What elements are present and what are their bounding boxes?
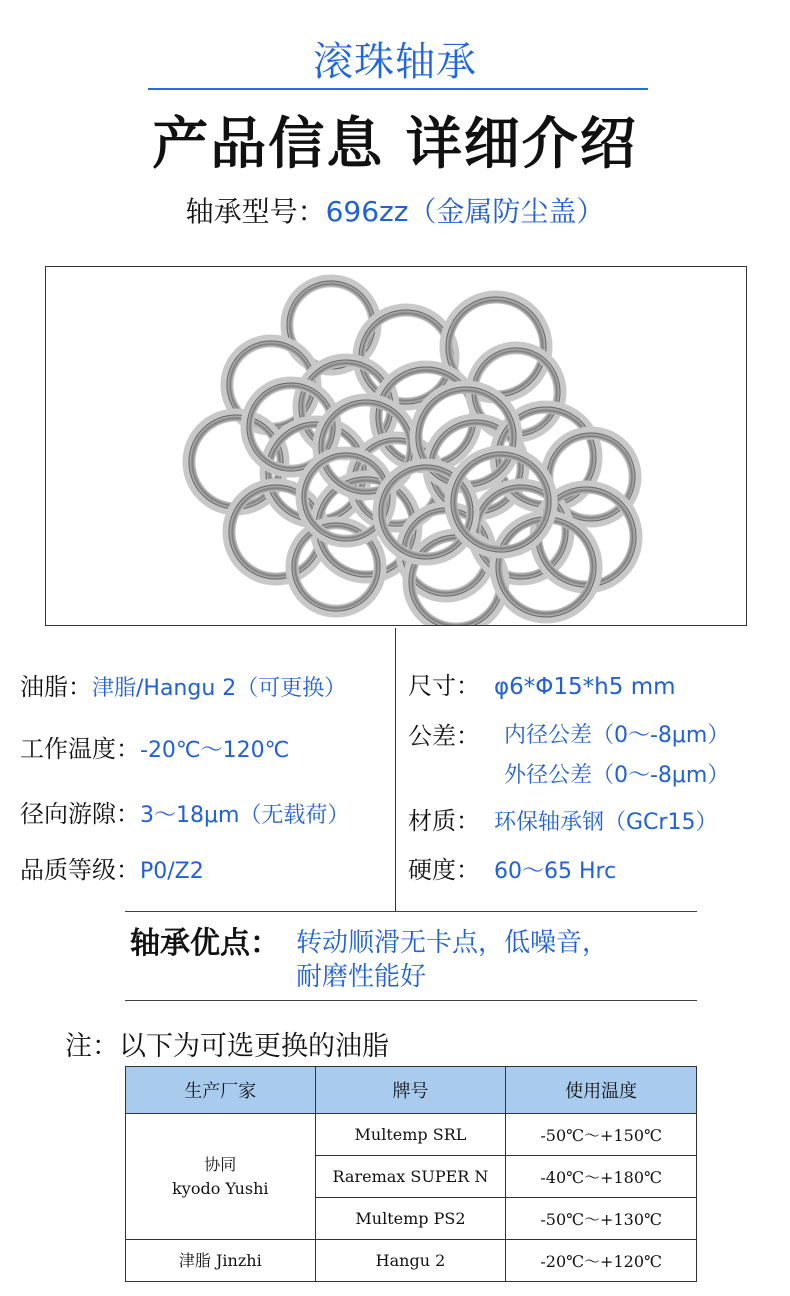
spec-clearance [20,794,349,829]
spec-grease [20,667,346,702]
spec-label: 公差： [408,722,480,750]
spec-size [408,666,676,701]
table-row [126,1240,697,1282]
brand-cell: Hangu 2 [315,1240,506,1282]
spec-divider [395,628,396,911]
spec-tolerance [408,716,480,751]
spec-label: 品质等级： [20,856,140,884]
table-header-row [126,1067,697,1114]
maker-name-en: kyodo Yushi [172,1178,269,1198]
brand-cell: Raremax SUPER N [315,1156,506,1198]
advantages-line1: 转动顺滑无卡点，低噪音， [296,928,609,958]
spec-label: 径向游隙： [20,800,140,828]
brand-cell: Multemp SRL [315,1114,506,1156]
spec-material [408,801,717,836]
heading-divider [148,88,648,90]
column-header: 牌号 [315,1067,506,1114]
spec-value: φ6*Φ15*h5 mm [494,674,676,700]
spec-hardness [408,850,616,885]
spec-value: 环保轴承钢（GCr15） [494,810,718,835]
bearings-image [46,267,746,625]
grease-note: 注：以下为可选更换的油脂 [65,1031,389,1062]
maker-cell [126,1114,316,1240]
spec-label: 硬度： [408,856,480,884]
column-header: 使用温度 [506,1067,697,1114]
grease-table [125,1066,697,1282]
tolerance-inner: 内径公差（0～-8μm） [504,723,730,748]
spec-label: 工作温度： [20,735,140,763]
temp-cell: -40℃～+180℃ [506,1156,697,1198]
advantages-top-rule [125,911,697,912]
advantages-label: 轴承优点： [130,926,280,961]
product-photo [45,266,747,626]
spec-value: 60～65 Hrc [494,859,617,884]
page-title: 产品信息 详细介绍 [152,112,638,177]
spec-label: 油脂： [20,673,92,701]
spec-value: -20℃～120℃ [140,738,290,763]
spec-tolerance-values [504,718,729,789]
spec-value: P0/Z2 [140,859,204,884]
category-heading: 滚珠轴承 [313,39,477,85]
column-header: 生产厂家 [126,1067,316,1114]
temp-cell: -50℃～+150℃ [506,1114,697,1156]
spec-label: 尺寸： [408,672,480,700]
spec-label: 材质： [408,807,480,835]
tolerance-outer: 外径公差（0～-8μm） [504,763,730,788]
table-row [126,1114,697,1156]
spec-value: 津脂/Hangu 2（可更换） [92,676,347,701]
maker-cell: 津脂 Jinzhi [126,1240,316,1282]
spec-grade [20,850,204,885]
spec-value: 3～18μm（无载荷） [140,803,350,828]
model-value: 696zz（金属防尘盖） [325,195,605,228]
model-label: 轴承型号： [185,195,326,228]
maker-name: 协同 [204,1154,237,1174]
advantages-line2: 耐磨性能好 [296,962,427,992]
spec-temperature [20,729,289,764]
model-line [0,190,790,230]
temp-cell: -20℃～+120℃ [506,1240,697,1282]
brand-cell: Multemp PS2 [315,1198,506,1240]
temp-cell: -50℃～+130℃ [506,1198,697,1240]
advantages-bottom-rule [125,1000,697,1001]
